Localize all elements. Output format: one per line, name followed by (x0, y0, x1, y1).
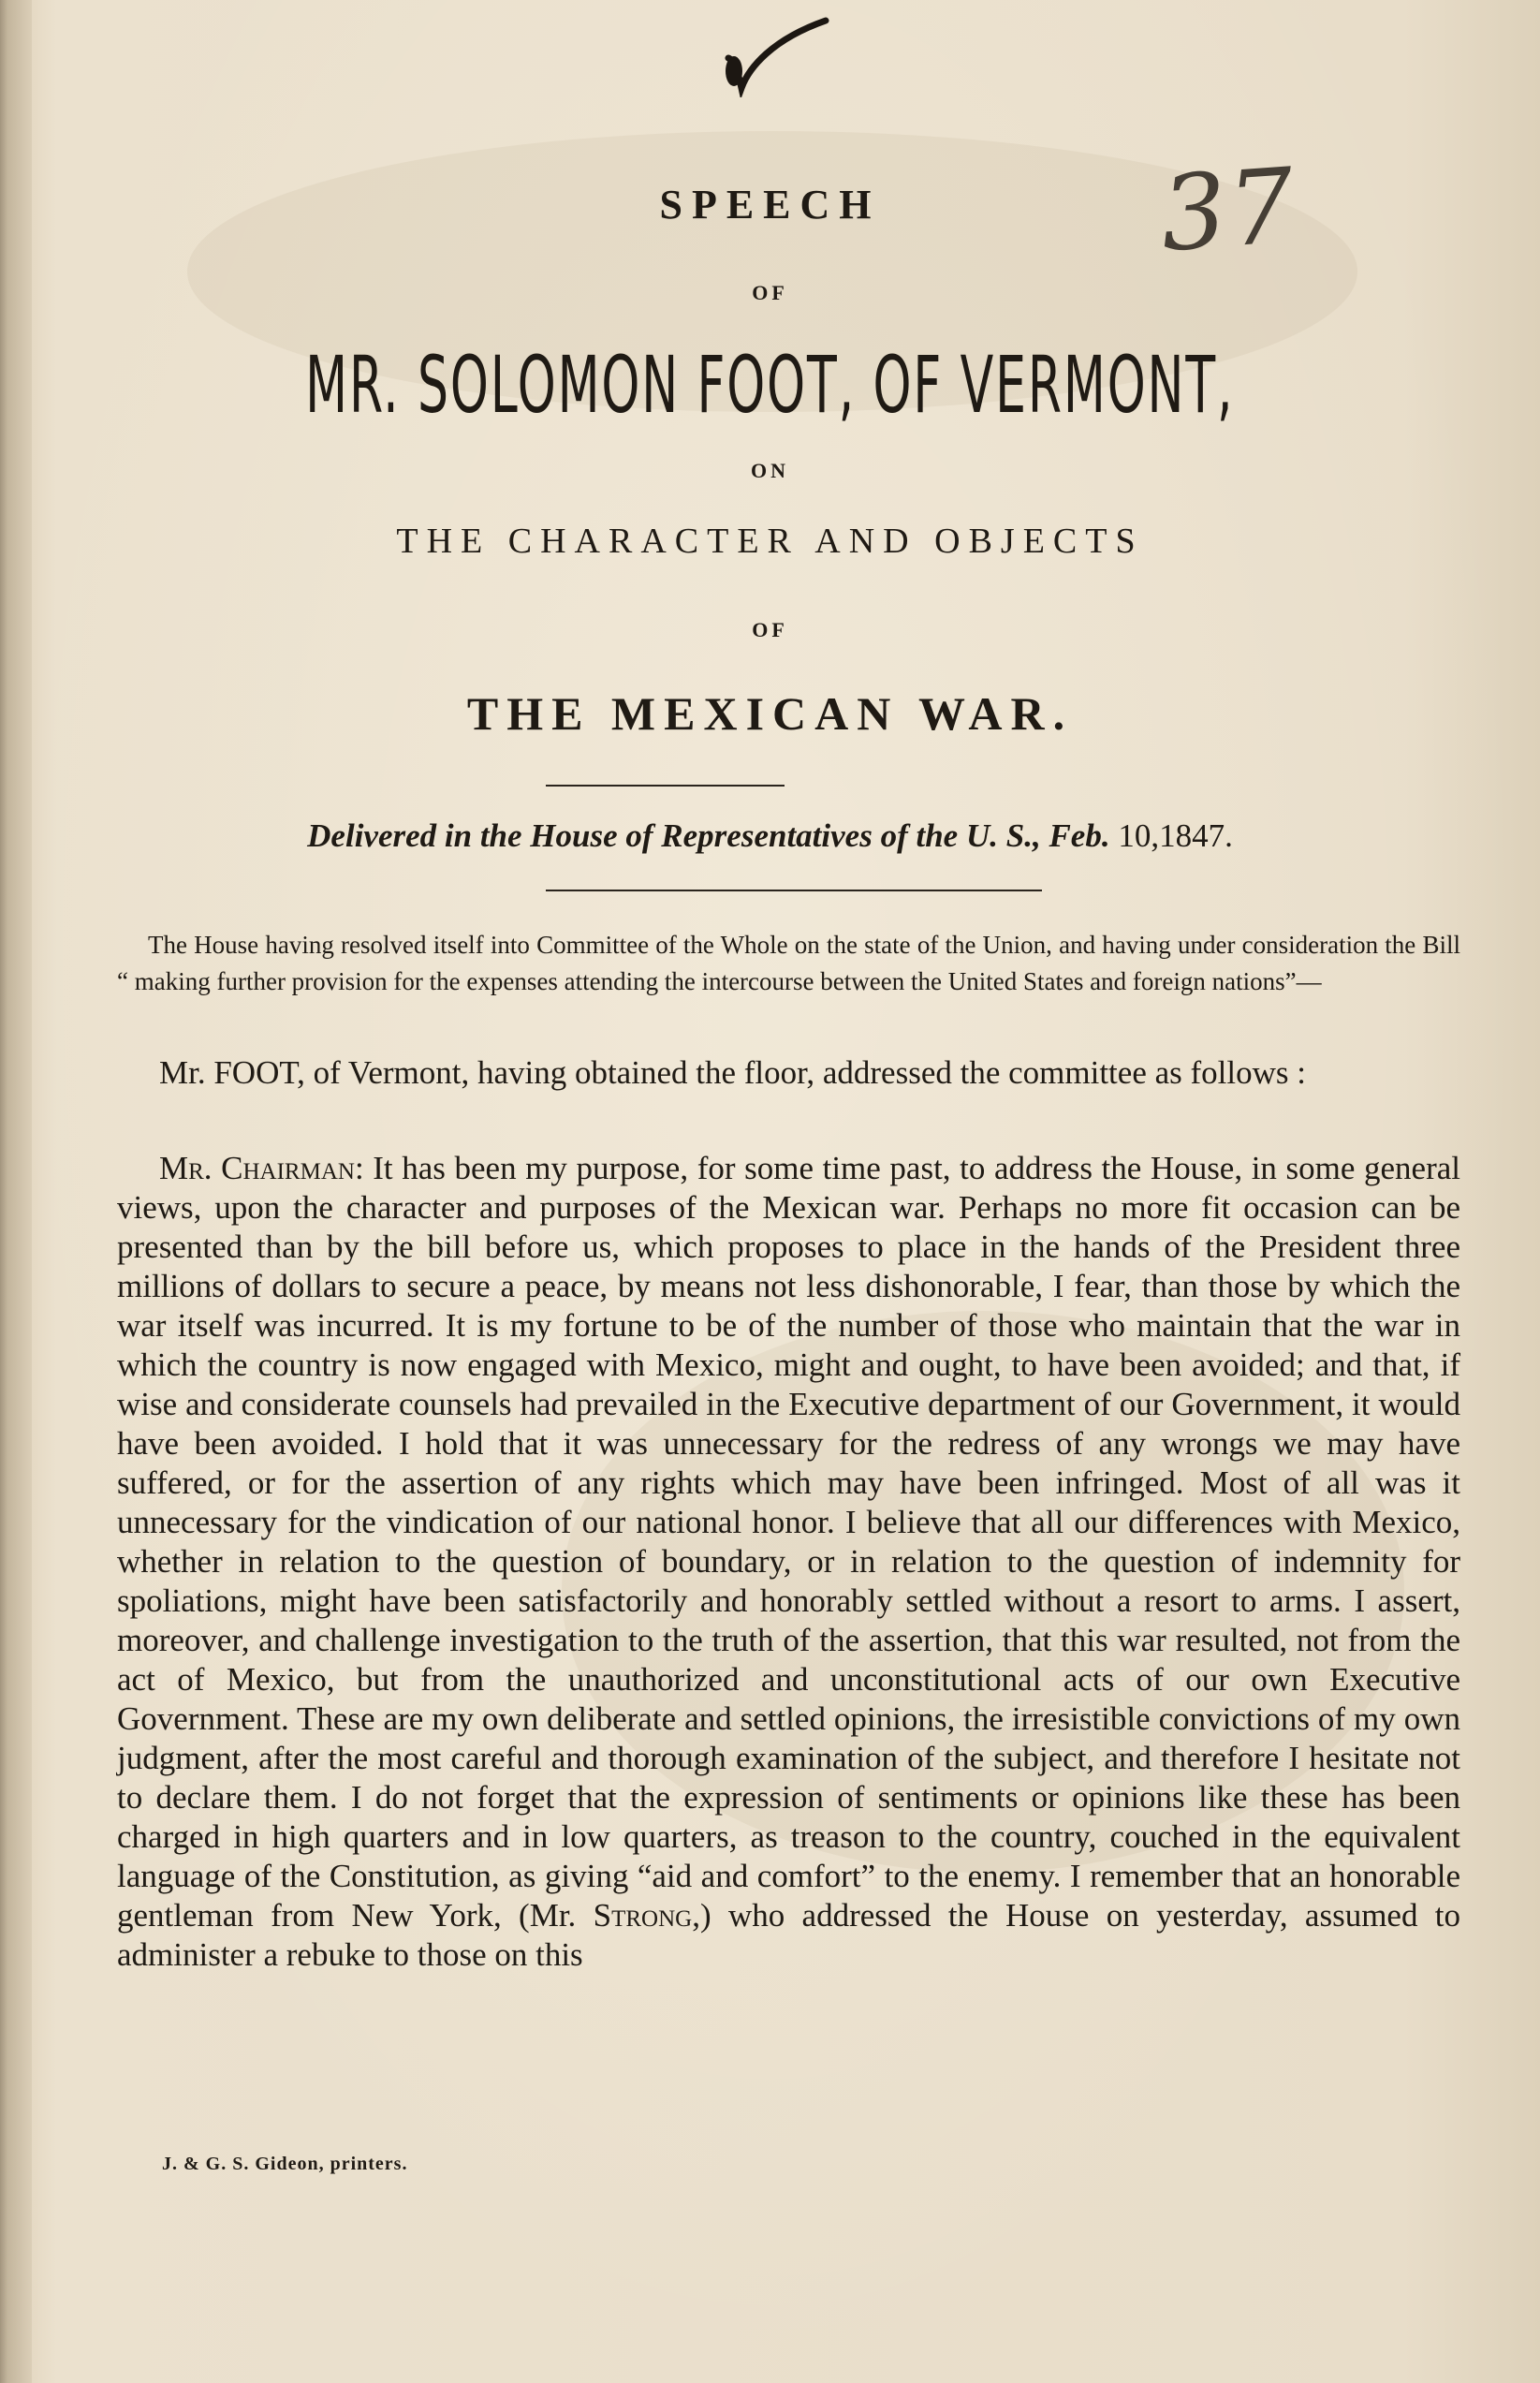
title-of-2: OF (752, 618, 788, 641)
speech-tail: ) who addressed the House on yesterday, assumed to administer a rebuke to those on this (117, 1897, 1460, 1973)
divider-rule (546, 785, 785, 787)
speech-body: It has been my purpose, for some time past, to address the House, in some general views, upon the character and purposes of the Mexican war. Perhaps no more fit occasion can be presented than by the bill before us, which proposes to place in the hands of the President three millions of dollars to secure a peace, by means not less dishonorable, I fear, than those by which the war itself was incurred. It is my fortune to be of the number of those who maintain that the war in which the country is now engaged with Mexico, might and ought, to have been avoided; and that, if wise and considerate counsels had prevailed in the Executive department of our Government, it would have been avoided. I hold that it was unnecessary for the redress of any wrongs we may have suffered, or for the assertion of any rights which may have been infringed. Most of all was it unnecessary for the vindication of our national honor. I believe that all our differences with Mexico, whether in relation to the question of boundary, or in relation to the question of indemnity for spoliations, might have been satisfactorily and honorably settled without a resort to arms. I assert, moreover, and challenge investigation to the truth of the assertion, that this war resulted, not from the act of Mexico, but from the unauthorized and unconstitutional acts of our own Executive Government. These are my own deliberate and settled opinions, the irresistible convictions of my own judgment, after the most careful and thorough examination of the subject, and therefore I hesitate not to declare them. I do not forget that the expression of sentiments or opinions like these has been charged in high quarters and in low quarters, as treason to the country, couched in the equivalent language of the Constitution, as giving “aid and comfort” to the enemy. I remember that an honorable gentleman from New York, (Mr. (117, 1150, 1460, 1934)
speech-paragraph (117, 1149, 1460, 1975)
preamble-text: The House having resolved itself into Committee of the Whole on the state of the Union, and having under consideration the Bill “ making further provision for the expenses attending the intercourse between the United States and foreign nations”— (117, 931, 1460, 995)
speaker-name: MR. SOLOMON FOOT, OF VERMONT, (305, 339, 1235, 431)
preamble-paragraph (117, 927, 1460, 1000)
title-of-1: OF (752, 281, 788, 304)
delivered-line (0, 817, 1540, 855)
binding-edge (0, 0, 32, 2383)
subject-line-2: THE MEXICAN WAR. (466, 687, 1074, 740)
subject-line: THE CHARACTER AND OBJECTS (396, 522, 1144, 561)
handwritten-page-number: 37 (1156, 145, 1300, 275)
speaker-strong: Strong, (593, 1897, 700, 1934)
intro-text: Mr. FOOT, of Vermont, having obtained the floor, addressed the committee as follows : (159, 1054, 1306, 1091)
delivered-date: 10,1847. (1118, 817, 1233, 854)
salutation: Mr. Chairman: (159, 1150, 364, 1186)
title-on: ON (751, 459, 789, 482)
delivered-text: Delivered in the House of Representatives of the U. S., Feb. (307, 817, 1110, 854)
intro-paragraph (117, 1053, 1460, 1093)
printer-imprint: J. & G. S. Gideon, printers. (162, 2154, 408, 2174)
divider-rule (546, 890, 1042, 891)
title-speech: SPEECH (659, 182, 881, 228)
handwritten-checkmark-icon (721, 13, 833, 97)
speech-text (117, 1149, 1460, 1975)
